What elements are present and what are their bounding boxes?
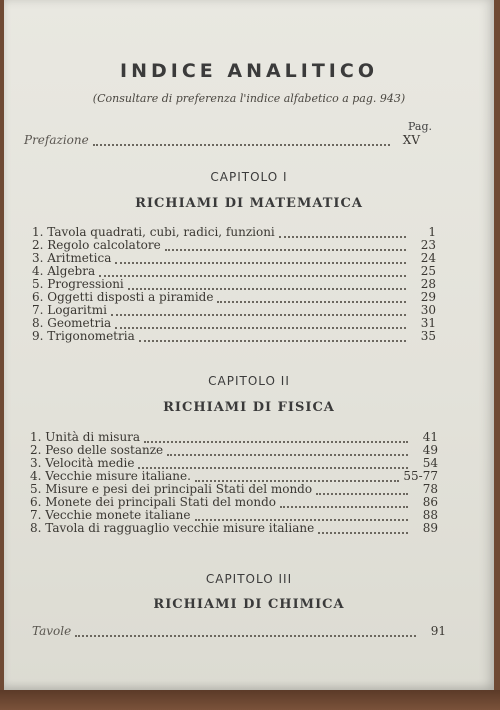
toc-page: 30 [420, 303, 436, 317]
toc-page: 88 [422, 508, 438, 522]
toc-page: 54 [422, 456, 438, 470]
toc-row [30, 522, 438, 535]
toc-label: 4. Algebra [32, 264, 96, 278]
toc-page: 55-77 [403, 469, 438, 483]
leader-dots [128, 279, 406, 290]
toc-label: 5. Misure e pesi dei principali Stati del mondo [30, 482, 313, 496]
leader-dots [99, 266, 406, 277]
toc-page: 91 [430, 624, 446, 638]
leader-dots [138, 458, 408, 469]
background-surface [0, 690, 500, 710]
toc-page: 78 [422, 482, 438, 496]
toc-label: 7. Logaritmi [32, 303, 107, 317]
leader-dots [93, 135, 390, 146]
chapter-title: RICHIAMI DI MATEMATICA [135, 196, 363, 211]
toc-label: 5. Progressioni [32, 277, 124, 291]
toc-label: 8. Tavola di ragguaglio vecchie misure italiane [30, 521, 315, 535]
page-title: INDICE ANALITICO [120, 60, 378, 82]
toc-label: 9. Trigonometria [32, 329, 135, 343]
chapter-heading: CAPITOLO I [210, 170, 288, 184]
toc-label: 6. Oggetti disposti a piramide [32, 290, 214, 304]
leader-dots [139, 331, 406, 342]
leader-dots [195, 510, 409, 521]
toc-page: 86 [422, 495, 438, 509]
toc-label: Tavole [32, 624, 72, 638]
toc-page: 28 [420, 277, 436, 291]
chapter-title: RICHIAMI DI CHIMICA [153, 597, 345, 612]
toc-page: 49 [422, 443, 438, 457]
toc-row-preface [24, 134, 420, 147]
toc-label: 8. Geometria [32, 316, 112, 330]
toc-label: 6. Monete dei principali Stati del mondo [30, 495, 276, 509]
toc-label: 2. Regolo calcolatore [32, 238, 161, 252]
page-subtitle: (Consultare di preferenza l'indice alfabetico a pag. 943) [92, 92, 406, 105]
toc-label: 1. Tavola quadrati, cubi, radici, funzioni [32, 225, 275, 239]
toc-label: 1. Unità di misura [30, 430, 141, 444]
toc-label: 2. Peso delle sostanze [30, 443, 164, 457]
toc-row [32, 330, 436, 343]
leader-dots [165, 240, 406, 251]
leader-dots [279, 227, 406, 238]
leader-dots [111, 305, 406, 316]
toc-page: 1 [428, 225, 436, 239]
leader-dots [316, 484, 408, 495]
toc-page: 23 [420, 238, 436, 252]
toc-page: 25 [420, 264, 436, 278]
toc-row [32, 625, 446, 638]
chapter-heading: CAPITOLO II [208, 374, 290, 388]
toc-page: 24 [420, 251, 436, 265]
toc-label: 4. Vecchie misure italiane. [30, 469, 191, 483]
leader-dots [280, 497, 408, 508]
chapter-title: RICHIAMI DI FISICA [163, 400, 335, 415]
toc-page: XV [402, 133, 420, 147]
leader-dots [318, 523, 408, 534]
page-column-label: Pag. [408, 120, 433, 133]
leader-dots [75, 626, 416, 637]
toc-page: 35 [420, 329, 436, 343]
leader-dots [115, 318, 406, 329]
chapter-heading: CAPITOLO III [205, 572, 293, 586]
book-page [4, 0, 494, 690]
toc-label: 7. Vecchie monete italiane [30, 508, 191, 522]
leader-dots [167, 445, 408, 456]
toc-label: 3. Velocità medie [30, 456, 135, 470]
toc-label: Prefazione [24, 133, 89, 147]
toc-page: 31 [420, 316, 436, 330]
toc-page: 29 [420, 290, 436, 304]
leader-dots [144, 432, 408, 443]
toc-page: 41 [422, 430, 438, 444]
leader-dots [115, 253, 406, 264]
leader-dots [217, 292, 406, 303]
toc-label: 3. Aritmetica [32, 251, 112, 265]
leader-dots [195, 471, 400, 482]
toc-page: 89 [422, 521, 438, 535]
